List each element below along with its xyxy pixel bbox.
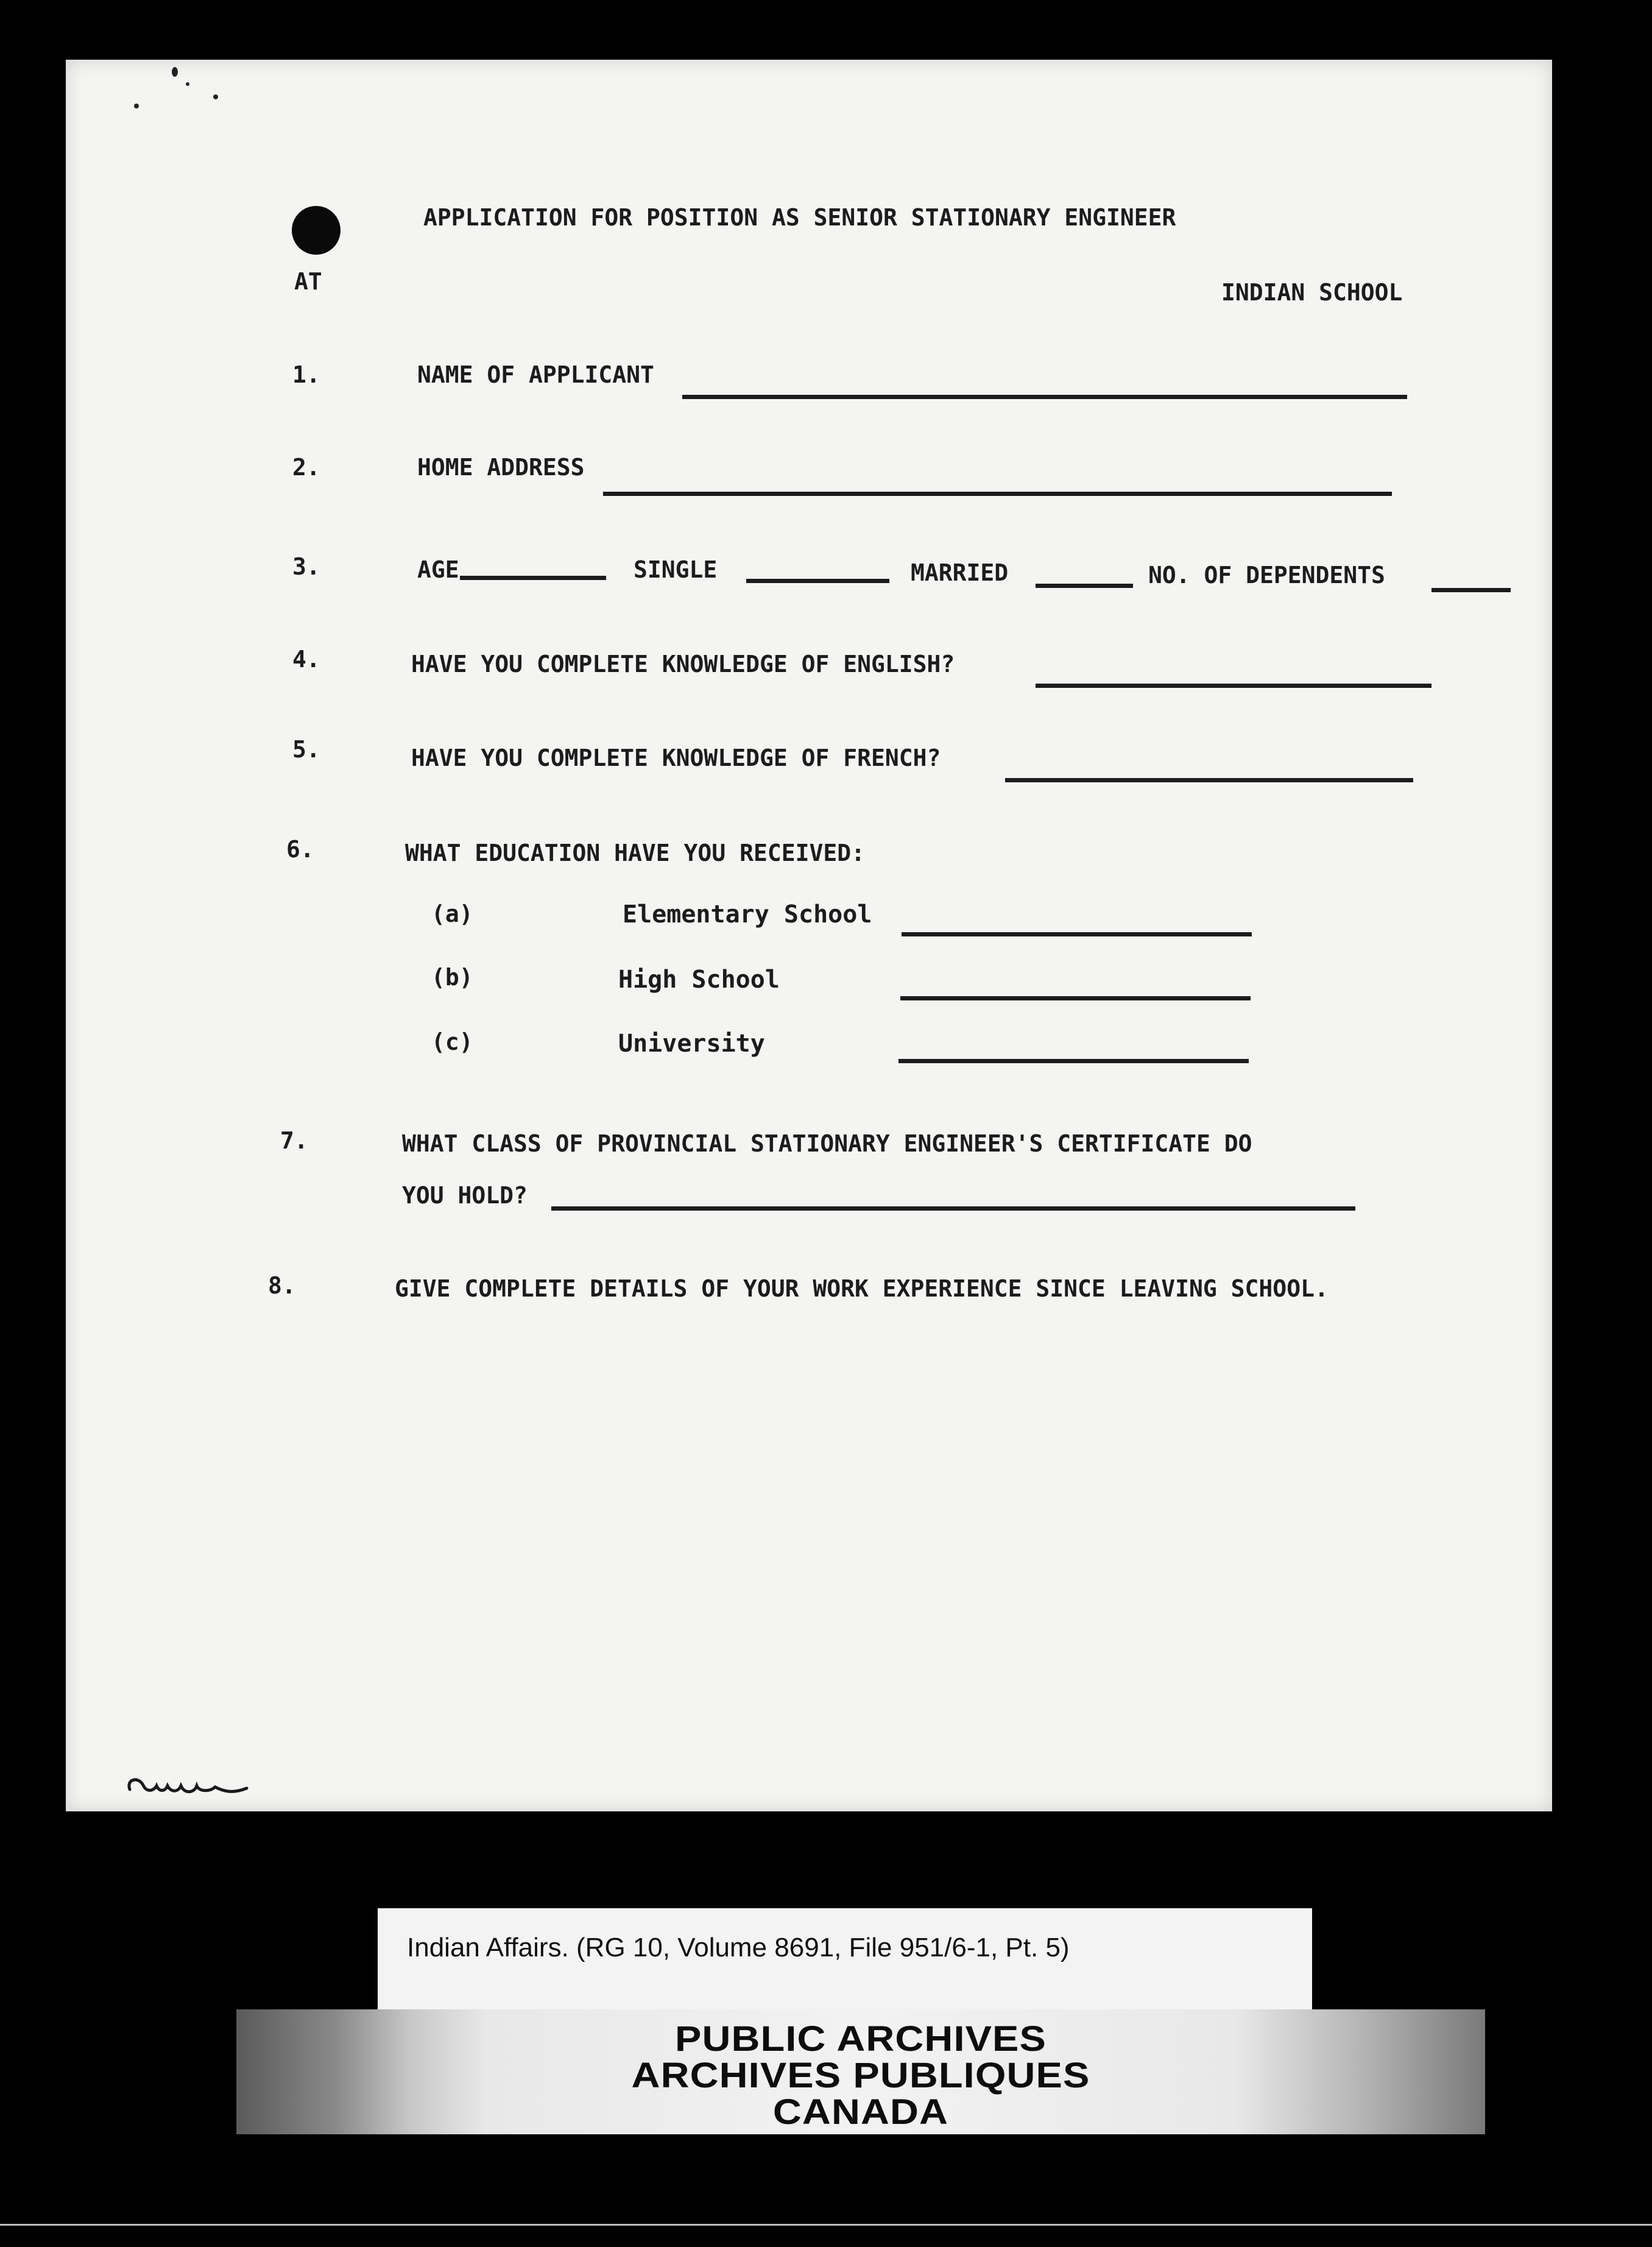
dependents-label: NO. OF DEPENDENTS (1148, 562, 1385, 589)
speck (186, 82, 189, 86)
education-b-label: High School (618, 966, 780, 994)
married-field[interactable] (1036, 584, 1133, 588)
certificate-class-field[interactable] (551, 1206, 1355, 1211)
university-field[interactable] (898, 1059, 1249, 1063)
q1-label: NAME OF APPLICANT (417, 361, 654, 388)
q6-label: WHAT EDUCATION HAVE YOU RECEIVED: (405, 840, 865, 866)
q7-label-line1: WHAT CLASS OF PROVINCIAL STATIONARY ENGINEER'S CERTIFICATE DO (402, 1130, 1252, 1157)
school-label: INDIAN SCHOOL (1221, 279, 1403, 306)
english-knowledge-field[interactable] (1036, 684, 1431, 688)
applicant-name-field[interactable] (682, 395, 1407, 399)
q8-label: GIVE COMPLETE DETAILS OF YOUR WORK EXPERIENCE SINCE LEAVING SCHOOL. (395, 1275, 1329, 1302)
punch-hole (292, 206, 341, 255)
speck (134, 104, 139, 108)
at-label: AT (294, 268, 322, 295)
q4-label: HAVE YOU COMPLETE KNOWLEDGE OF ENGLISH? (411, 651, 955, 678)
high-school-field[interactable] (900, 996, 1251, 1000)
q2-label: HOME ADDRESS (417, 454, 585, 481)
dependents-field[interactable] (1431, 588, 1511, 592)
q6-number: 6. (286, 836, 314, 863)
french-knowledge-field[interactable] (1005, 778, 1413, 782)
married-label: MARRIED (911, 559, 1009, 586)
q1-number: 1. (292, 361, 320, 388)
handwritten-mark (125, 1764, 253, 1806)
stamp-line-1: PUBLIC ARCHIVES (675, 2019, 1047, 2059)
single-field[interactable] (746, 579, 889, 583)
speck (172, 67, 178, 77)
archive-reference-card (378, 1908, 1312, 2011)
single-label: SINGLE (634, 556, 718, 583)
stamp-line-3: CANADA (772, 2092, 949, 2132)
q2-number: 2. (292, 454, 320, 481)
age-field[interactable] (460, 576, 606, 580)
q7-label-line2: YOU HOLD? (402, 1182, 528, 1209)
frame-edge (0, 2224, 1652, 2226)
q8-number: 8. (268, 1272, 296, 1299)
education-a-letter: (a) (431, 901, 473, 927)
q5-number: 5. (292, 736, 320, 763)
archive-reference: Indian Affairs. (RG 10, Volume 8691, File 951/6-1, Pt. 5) (407, 1933, 1070, 1962)
q7-number: 7. (280, 1127, 308, 1154)
archive-stamp-strip (236, 2009, 1485, 2134)
form-title: APPLICATION FOR POSITION AS SENIOR STATIONARY ENGINEER (423, 204, 1176, 231)
elementary-school-field[interactable] (902, 932, 1252, 936)
home-address-field[interactable] (603, 492, 1392, 496)
age-label: AGE (417, 556, 459, 583)
education-c-label: University (618, 1030, 765, 1058)
q3-number: 3. (292, 553, 320, 580)
q5-label: HAVE YOU COMPLETE KNOWLEDGE OF FRENCH? (411, 745, 941, 771)
education-c-letter: (c) (431, 1028, 473, 1055)
education-a-label: Elementary School (623, 901, 872, 929)
stamp-line-2: ARCHIVES PUBLIQUES (631, 2056, 1090, 2095)
q4-number: 4. (292, 646, 320, 673)
document-page (66, 60, 1552, 1811)
education-b-letter: (b) (431, 964, 473, 991)
speck (213, 94, 218, 99)
